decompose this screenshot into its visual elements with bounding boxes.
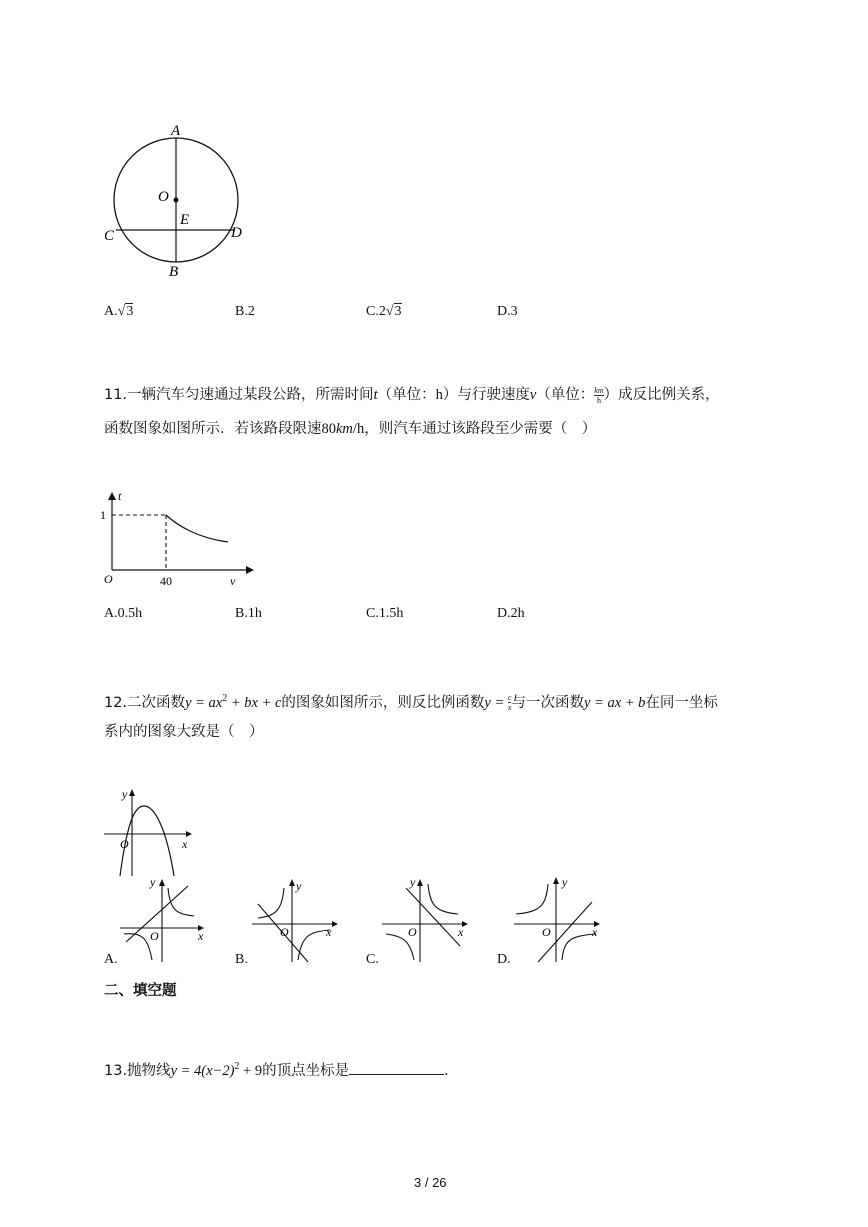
y-label: y <box>296 879 302 893</box>
q11-option-a[interactable]: A.0.5h <box>104 606 143 621</box>
q10-option-d[interactable]: D.3 <box>497 304 518 319</box>
q11-graph <box>98 488 258 592</box>
q12-choice-a-graph[interactable] <box>118 874 210 964</box>
circle-figure <box>100 118 260 288</box>
label-b: B <box>169 264 179 280</box>
q12-parabola-figure <box>100 786 200 878</box>
y-label: y <box>410 875 416 889</box>
origin-label: O <box>120 837 129 851</box>
q11-option-b[interactable]: B.1h <box>235 606 262 621</box>
label-c: C <box>104 228 115 244</box>
page-number: 3 / 26 <box>414 1175 447 1190</box>
section-heading: 二、填空题 <box>104 983 177 999</box>
q11-option-c[interactable]: C.1.5h <box>366 606 404 621</box>
origin-label: O <box>150 929 159 943</box>
q12-choice-c-letter[interactable]: C. <box>366 952 379 967</box>
one-tick-label: 1 <box>100 508 106 522</box>
q12-choice-b-letter[interactable]: B. <box>235 952 248 967</box>
y-label: y <box>122 787 128 801</box>
q12-line2: 系内的图象大致是（ ） <box>104 724 264 740</box>
origin-label: O <box>542 925 551 939</box>
q12-choice-c-graph[interactable] <box>380 874 472 964</box>
q12-line1: 12.二次函数$y = ax^2$ + bx + c的图象如图所示，则反比例函数y = $\frac{c}{x}$ 与一次函数y = ax + b在同一坐标 <box>104 693 718 713</box>
forty-tick-label: 40 <box>160 574 172 588</box>
label-d: D <box>231 225 242 241</box>
origin-label: O <box>280 925 289 939</box>
q12-choice-b-graph[interactable] <box>250 874 342 964</box>
label-a: A <box>171 123 181 139</box>
q10-option-a[interactable]: A.√3 <box>104 304 134 319</box>
origin-label: O <box>104 572 113 586</box>
label-o: O <box>158 189 169 205</box>
q10-option-c[interactable]: C.2√3 <box>366 304 402 319</box>
answer-blank[interactable] <box>349 1060 444 1075</box>
q12-choice-a-letter[interactable]: A. <box>104 952 118 967</box>
q11-option-d[interactable]: D.2h <box>497 606 525 621</box>
x-label: x <box>458 925 464 939</box>
x-label: x <box>326 925 332 939</box>
t-axis-label: t <box>118 489 122 503</box>
q11-line1: 11.一辆汽车匀速通过某段公路，所需时间t（单位：h）与行驶速度v（单位： $\frac{km}{h}$ ）成反比例关系， <box>104 385 720 405</box>
label-e: E <box>180 212 190 228</box>
x-label: x <box>198 929 204 943</box>
q12-choice-d-letter[interactable]: D. <box>497 952 511 967</box>
y-label: y <box>562 875 568 889</box>
q10-option-b[interactable]: B.2 <box>235 304 255 319</box>
x-label: x <box>182 837 188 851</box>
q12-choice-d-graph[interactable] <box>512 874 608 964</box>
q11-line2: 函数图象如图所示．若该路段限速80km/h，则汽车通过该路段至少需要（ ） <box>104 421 597 437</box>
y-label: y <box>150 875 156 889</box>
x-label: x <box>592 925 598 939</box>
v-axis-label: v <box>230 574 236 588</box>
q13-line: 13.抛物线$y = 4(x-2)^2 + 9$的顶点坐标是 ． <box>104 1061 459 1079</box>
origin-label: O <box>408 925 417 939</box>
